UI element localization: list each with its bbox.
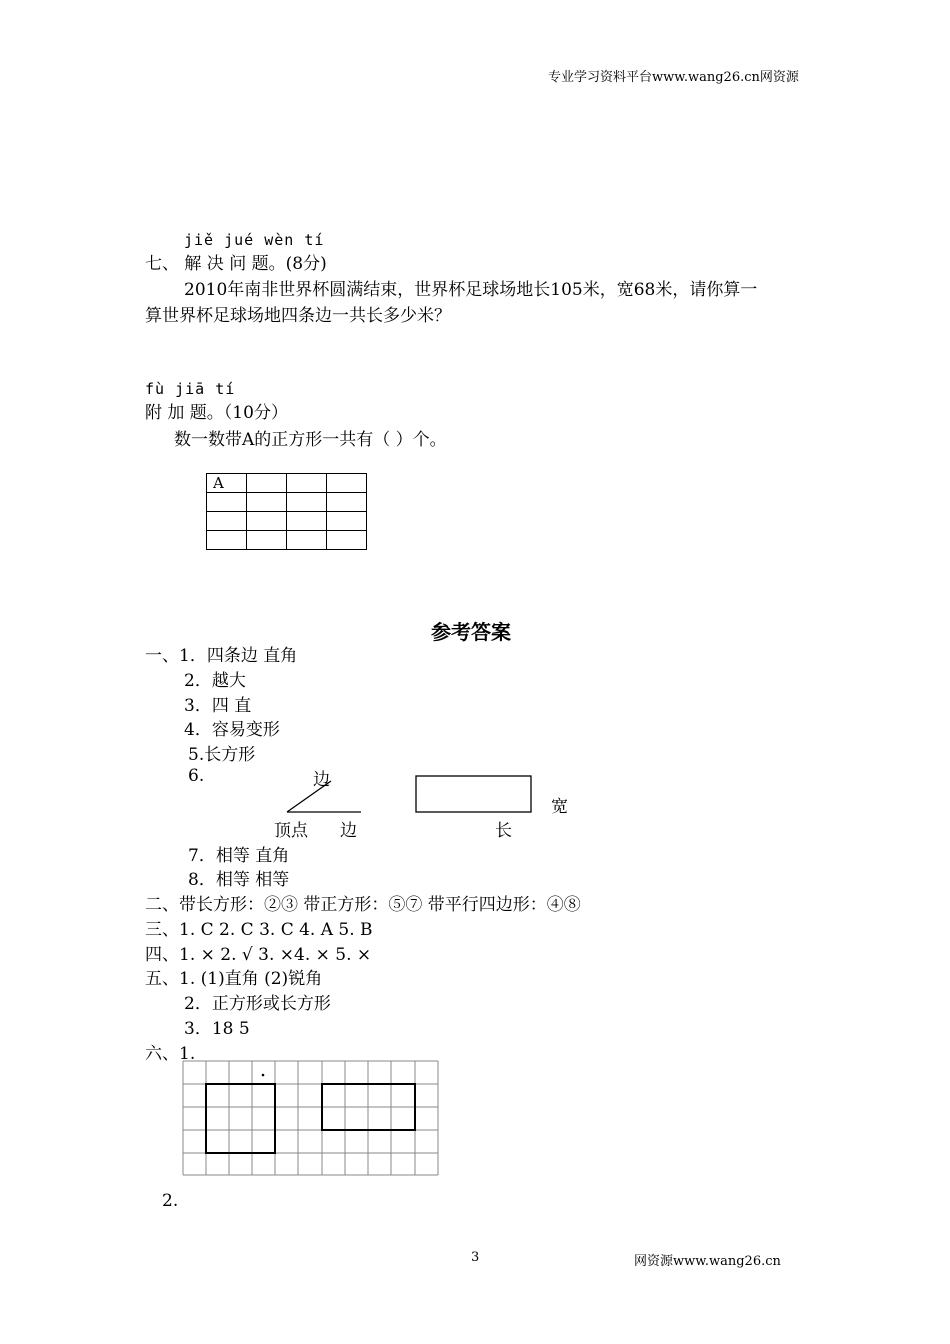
answer-5-3: 3．18 5 [184,1019,250,1039]
section7-title: 七、 解 决 问 题。(8分) [145,254,327,274]
grid-dot [262,1074,265,1077]
rectangle-width-label: 宽 [551,797,568,817]
answer-3: 三、1. C 2. C 3. C 4. A 5. B [145,920,373,940]
answer-1-5: 5.长方形 [188,745,256,765]
bonus-question: 数一数带A的正方形一共有（ ）个。 [174,430,447,450]
bonus-pinyin: fù jiā tí [145,380,236,398]
angle-edge-bottom-label: 边 [340,821,357,841]
answer-1-6-label: 6. [188,766,205,786]
answer-5-1: 五、1. (1)直角 (2)锐角 [145,969,323,989]
answer-6-1: 六、1. [145,1044,196,1064]
footer-site: 网资源www.wang26.cn [634,1254,781,1269]
answer-1-3: 3．四 直 [184,696,252,716]
answer-1-2: 2．越大 [184,671,246,691]
angle-vertex-label: 顶点 [274,821,308,841]
grid-lines [183,1061,438,1175]
drawn-square [206,1084,275,1153]
answer-6-2: 2. [162,1191,179,1211]
answers-title: 参考答案 [431,620,511,644]
rectangle-length-label: 长 [495,821,512,841]
grid-cell: A [207,474,247,493]
answer-5-2: 2．正方形或长方形 [184,994,331,1014]
angle-ray-upper [287,781,331,812]
page-header: 专业学习资料平台www.wang26.cn网资源 [548,70,799,85]
answer-1-4: 4．容易变形 [184,720,280,740]
section7-question-line2: 算世界杯足球场地四条边一共长多少米？ [145,306,451,326]
rectangle-shape [416,776,531,812]
answer-2: 二、带长方形：②③ 带正方形：⑤⑦ 带平行四边形：④⑧ [145,895,581,915]
answer-4: 四、1. × 2. √ 3. ×4. × 5. × [145,945,372,965]
answer-1-8: 8．相等 相等 [188,870,290,890]
angle-edge-top-label: 边 [313,770,330,790]
answer-6-grid [183,1061,439,1176]
section7-pinyin: jiě jué wèn tí [184,231,325,249]
section7-question-line1: 2010年南非世界杯圆满结束，世界杯足球场地长105米，宽68米，请你算一 [184,280,758,300]
page-number: 3 [471,1250,480,1265]
answer-1-7: 7．相等 直角 [188,846,290,866]
answer-1-1: 一、1．四条边 直角 [145,646,298,666]
bonus-title: 附 加 题。（10分） [145,403,288,423]
